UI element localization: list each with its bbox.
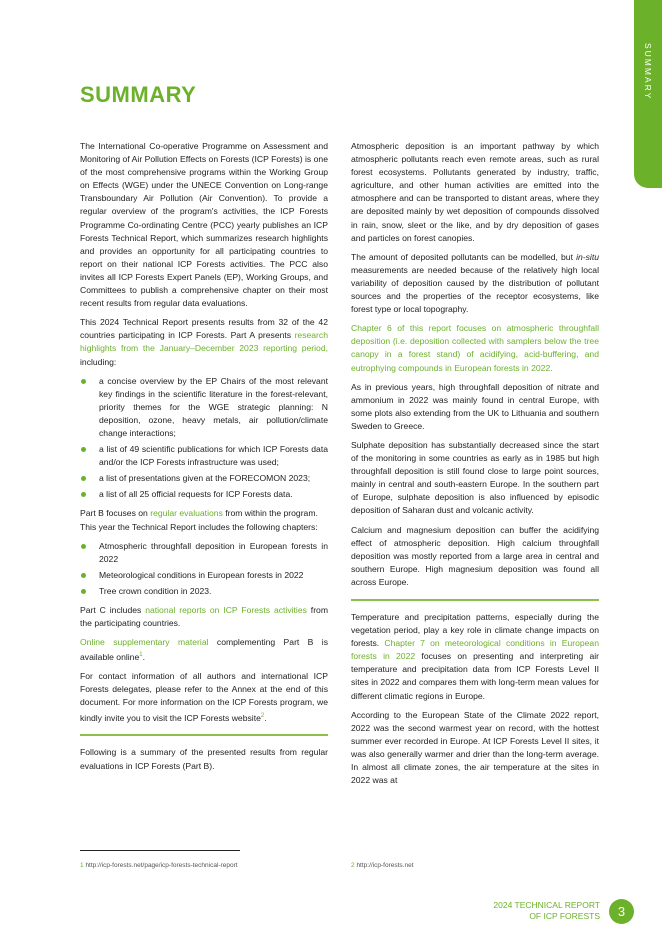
part-b-list xyxy=(80,540,328,598)
part-a-paragraph: This 2024 Technical Report presents results from 32 of the 42 countries participating in ICP Forests. Part A presents research highlights from the January–December 2023 reporting period, including: xyxy=(80,317,328,367)
bullet-icon xyxy=(81,589,86,594)
bullet-icon xyxy=(81,492,86,497)
chapter-6-link[interactable]: Chapter 6 of this report focuses on atmospheric throughfall deposition (i.e. deposition collected with samplers below the tree canopy in a forest stand) of acidifying, acid-buffering, and eutrophying compounds in European forests in 2022. xyxy=(351,323,599,373)
footnote-2: 2 http://icp-forests.net xyxy=(351,862,414,869)
climate-report-paragraph: According to the European State of the Climate 2022 report, 2022 was the second warmest year on record, with the hottest summer ever recorded in Europe. At ICP Forests Level II sites, it was also generally warmer and drier than the long-term average. In almost all climate zones, the air temperature at the sites in 2022 was at xyxy=(351,709,599,786)
regular-evaluations-link[interactable]: regular evaluations xyxy=(150,508,223,519)
list-item: a list of all 25 official requests for ICP Forests data. xyxy=(80,488,328,501)
summary-intro-paragraph: Following is a summary of the presented results from regular evaluations in ICP Forests (Part B). xyxy=(80,747,328,771)
report-title-footer: 2024 TECHNICAL REPORT OF ICP FORESTS xyxy=(493,900,600,921)
list-item: a concise overview by the EP Chairs of the most relevant key findings in the scientific literature in the forest-relevant, priority themes for the WGE strategic planning: N deposition, ozone, heavy metals, air pollution/climate change interactions; xyxy=(80,375,328,440)
part-c-paragraph: Part C includes national reports on ICP Forests activities from the participating countries. xyxy=(80,605,328,629)
contact-paragraph: For contact information of all authors and international ICP Forests delegates, please refer to the Annex at the end of this document. For more information on the ICP Forests program, we kindly invite you to visit the ICP Forests website$^2$. xyxy=(80,671,328,723)
footnote-1: 1 http://icp-forests.net/page/icp-forests-technical-report xyxy=(80,862,238,869)
research-highlights-link[interactable]: research highlights from the January–December 2023 reporting period, xyxy=(80,330,328,354)
supplementary-paragraph: Online supplementary material complementing Part B is available online$^1$. xyxy=(80,637,328,663)
footnote-ref[interactable]: 2 xyxy=(260,712,265,719)
calcium-paragraph: Calcium and magnesium deposition can buffer the acidifying effect of atmospheric deposition. High calcium throughfall deposition was mostly reported from a large area in central and southern Europe. High magnesium deposition was found all across Europe. xyxy=(351,524,599,587)
bullet-icon xyxy=(81,476,86,481)
section-divider xyxy=(80,734,328,736)
footnote-ref[interactable]: 1 xyxy=(139,652,143,659)
footnote-1-url[interactable]: http://icp-forests.net/page/icp-forests-technical-report xyxy=(85,862,238,869)
list-item: Atmospheric throughfall deposition in European forests in 2022 xyxy=(80,540,328,566)
footnote-divider xyxy=(80,850,240,851)
right-column xyxy=(351,140,599,793)
deposition-paragraph: Atmospheric deposition is an important pathway by which atmospheric pollutants reach even remote areas, such as rural forest ecosystems. Pollutants generated by industry, traffic, agriculture, and other human activities are emitted into the atmosphere and can be transported to distant areas, where they are deposited mainly by wet deposition of compounds dissolved in rain, snow, sleet or the like, and by dry deposition of gases and particles on forest canopies. xyxy=(351,141,599,243)
bullet-icon xyxy=(81,544,86,549)
page-number: 3 xyxy=(609,899,634,924)
list-item: a list of 49 scientific publications for which ICP Forests data and/or the ICP Forests infrastructure was used; xyxy=(80,443,328,469)
section-tab-label: SUMMARY xyxy=(643,43,653,101)
part-b-paragraph: Part B focuses on regular evaluations from within the program. This year the Technical Report includes the following chapters: xyxy=(80,508,318,532)
bullet-icon xyxy=(81,379,86,384)
bullet-icon xyxy=(81,573,86,578)
national-reports-link[interactable]: national reports on ICP Forests activities xyxy=(145,605,307,615)
section-divider xyxy=(351,599,599,601)
part-a-list xyxy=(80,375,328,502)
list-item: Tree crown condition in 2023. xyxy=(80,585,328,598)
intro-paragraph: The International Co-operative Programme on Assessment and Monitoring of Air Pollution Effects on Forests (ICP Forests) is one of the most comprehensive programs within the Working Group on Effects (WGE) under the UNECE Convention on Long-range Transboundary Air Pollution (Air Convention). To provide a regular overview of the program's activities, the ICP Forests Programme Co-ordinating Centre (PCC) yearly publishes an ICP Forests Technical Report, which summarizes research highlights and provides an opportunity for all participating countries to report on their national ICP Forests activities. The PCC also invites all ICP Forests Expert Panels (EP), Working Groups, and Committees to publish a comprehensive chapter on their most recent results from regular data evaluations. xyxy=(80,141,328,309)
modelling-paragraph: The amount of deposited pollutants can be modelled, but in-situ measurements are needed because of the relatively high local variability of deposition caused by the distribution of pollutant sources and the properties of the receptor ecosystems, like forest type or local topography. xyxy=(351,251,599,315)
left-column xyxy=(80,140,328,779)
supplementary-material-link[interactable]: Online supplementary material xyxy=(80,637,209,648)
sulphate-paragraph: Sulphate deposition has substantially decreased since the start of the monitoring in some countries as early as in 1985 but high throughfall deposition is still found close to large point sources, mainly in central and south-eastern Europe. In the southern part of Europe, sulphate deposition is also influenced by episodic deposition of Saharan dust and volcanic activity. xyxy=(351,439,599,516)
nitrate-paragraph: As in previous years, high throughfall deposition of nitrate and ammonium in 2022 was mainly found in central Europe, with some plots also extending from the UK to Lithuania and southern Sweden to Greece. xyxy=(351,381,599,431)
climate-paragraph: Temperature and precipitation patterns, especially during the vegetation period, play a key role in climate change impacts on forests. Chapter 7 on meteorological conditions in European forests in 2022 focuses on presenting and interpreting air temperature and precipitation data from ICP Forests Level II sites in 2022 and compares them with long-term mean values for different climatic regions in Europe. xyxy=(351,612,599,701)
page-title: SUMMARY xyxy=(80,82,197,107)
list-item: Meteorological conditions in European forests in 2022 xyxy=(80,569,328,582)
chapter-7-link[interactable]: Chapter 7 on meteorological conditions in European forests in 2022 xyxy=(351,638,599,662)
footnote-2-url[interactable]: http://icp-forests.net xyxy=(356,862,414,869)
bullet-icon xyxy=(81,447,86,452)
list-item: a list of presentations given at the FORECOMON 2023; xyxy=(80,472,328,485)
